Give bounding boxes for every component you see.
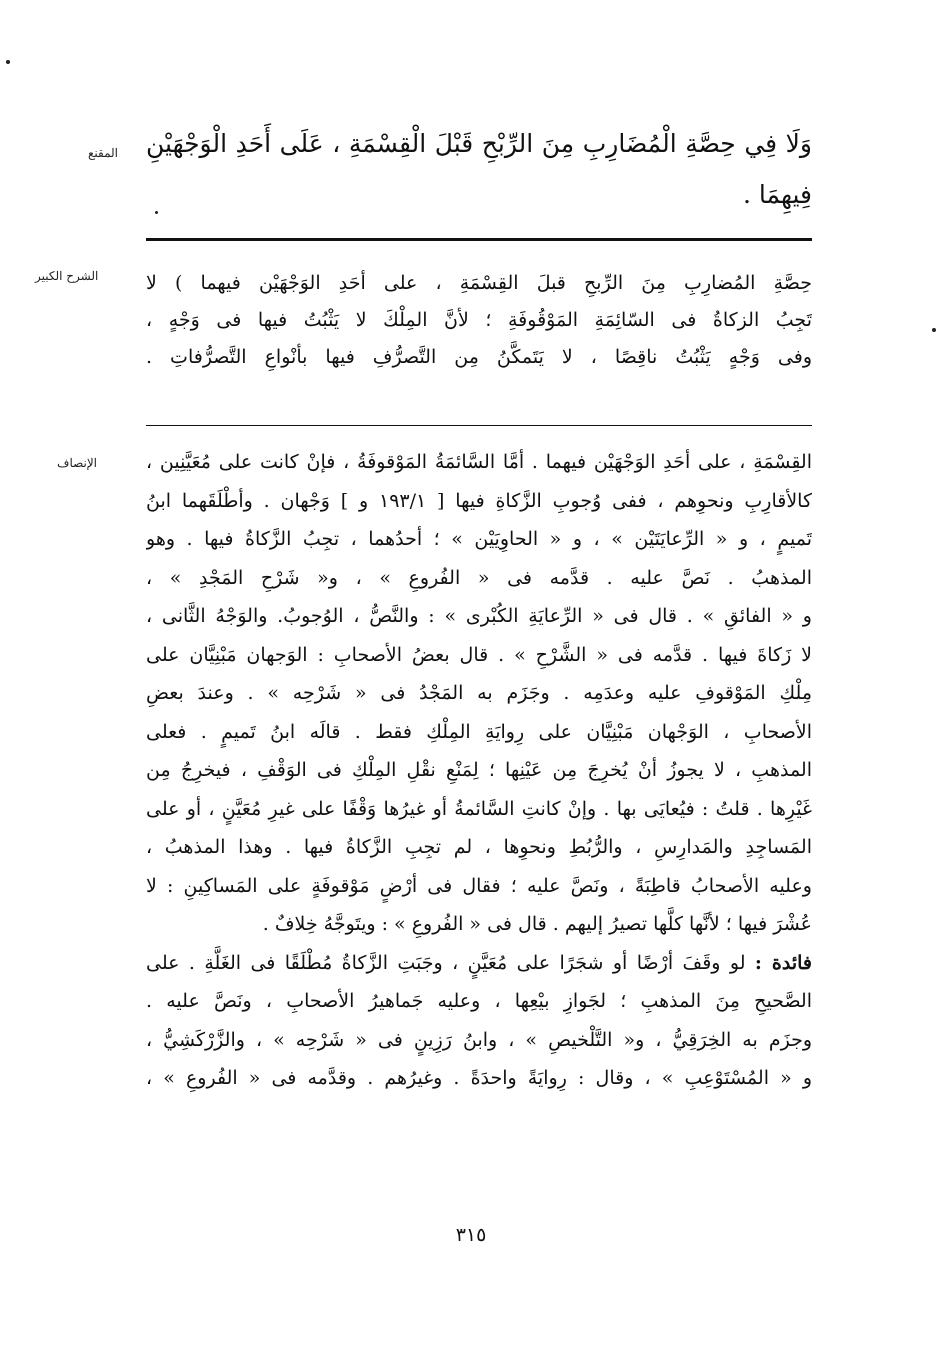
insaf-line: غَيْرِها . قلتُ : فيُعايَى بها . وإنْ كانتِ السَّائمةُ أو غيرُها وَقْفًا على غيرِ مُعَيَّنٍ ، أو على xyxy=(146,797,812,820)
insaf-line: المذهبُ . نَصَّ عليه . قدَّمه فى « الفُروعِ » ، و« شَرْحِ المَجْدِ » ، xyxy=(146,566,812,589)
insaf-line: مِلْكِ المَوْقوفِ عليه وعدَمِه . وجَزَم به المَجْدُ فى « شَرْحِه » . وعندَ بعضِ xyxy=(146,682,812,704)
scan-speck xyxy=(6,60,10,64)
sharh-line: تَجِبُ الزكاةُ فى السّائِمَةِ المَوْقُوفَةِ ؛ لأنَّ المِلْكَ لا يَثْبُتُ فيها فى وَجْهٍ ، xyxy=(146,309,812,331)
matn-line: وَلَا فِي حِصَّةِ الْمُضَارِبِ مِنَ الرِّبْحِ قَبْلَ الْقِسْمَةِ ، عَلَى أَحَدِ الْوَجْهَيْنِ xyxy=(146,129,812,158)
label-sharh-kabir: الشرح الكبير xyxy=(35,269,99,283)
page-number: ٣١٥ xyxy=(455,1224,487,1246)
section-divider-thin xyxy=(146,425,812,426)
insaf-line: و « الفائقِ » . قال فى « الرِّعايَةِ الكُبْرى » : والنَّصُّ ، الوُجوبُ. والوَجْهُ الثَّانى ، xyxy=(146,605,812,627)
scan-speck xyxy=(155,211,158,214)
scan-speck xyxy=(932,328,936,332)
faida-line xyxy=(146,944,812,983)
faida-text: لو وقَفَ أرْضًا أو شجَرًا على مُعَيَّنٍ ، وجَبَتِ الزَّكاةُ مُطْلَقًا فى الغَلَّةِ . على xyxy=(146,951,746,974)
insaf-line: كالأقارِبِ ونحوِهم ، ففى وُجوبِ الزَّكاةِ فيها [ ١٩٣/١ و ] وَجْهان . وأطْلَقَهما ابنُ xyxy=(146,489,812,512)
insaf-line: الأصحابِ ، الوَجْهان مَبْنِيَّان على رِوايَةِ المِلْكِ فقط . قالَه ابنُ تَميمٍ . فعلى xyxy=(146,720,812,743)
sharh-line: حِصَّةِ المُضارِبِ مِنَ الرِّبحِ قبلَ القِسْمَةِ ، على أحَدِ الوَجْهَيْن فيهما ) لا xyxy=(146,272,812,294)
label-muqni: المقنع xyxy=(88,146,119,160)
insaf-line: القِسْمَةِ ، على أحَدِ الوَجْهَيْن فيهما . أمَّا السَّائمَةُ المَوْقوفَةُ ، فإنْ كانت على مُعَيَّنِين ، xyxy=(146,451,812,473)
insaf-line: عُشْرَ فيها ؛ لأنَّها كلَّها تصيرُ إليهم . قال فى « الفُروعِ » : ويتَوجَّهُ خِلافٌ . xyxy=(262,913,812,935)
section-divider-thick xyxy=(146,238,812,241)
sharh-text xyxy=(146,265,812,376)
sharh-line: وفى وَجْهٍ يَثْبُتُ ناقِصًا ، لا يَتَمكَّنُ مِن التَّصرُّفِ فيها بأنْواعِ التَّصرُّفاتِ . xyxy=(146,346,812,368)
faida-line: الصَّحيحِ مِنَ المذهبِ ؛ لجَوازِ بيْعِها ، وعليه جَماهيرُ الأصحابِ ، ونَصَّ عليه . xyxy=(146,990,812,1012)
label-insaf: الإنصاف xyxy=(57,456,98,470)
insaf-line: المَساجِدِ والمَدارِسِ ، والرُّبُطِ ونحوِها ، لم تجِبِ الزَّكاةُ فيها . وهذا المذهبُ ، xyxy=(146,836,812,858)
insaf-line: لا زَكاةَ فيها . قدَّمه فى « الشَّرْحِ » . قال بعضُ الأصحابِ : الوَجهان مَبْنِيَّان على xyxy=(146,643,812,666)
matn-line: فِيهِمَا . xyxy=(743,180,812,209)
faida-heading: فائدة : xyxy=(754,951,812,974)
insaf-line: المذهبِ ، لا يجوزُ أنْ يُخرِجَ مِن عَيْنِها ؛ لِمَنْعِ نقْلِ المِلْكِ فى الوَقْفِ ، فيخرِجُ مِن xyxy=(146,759,812,781)
insaf-text xyxy=(146,443,812,1098)
insaf-line: وعليه الأصحابُ قاطِبَةً ، ونَصَّ عليه ؛ فقال فى أرْضٍ مَوْقوفَةٍ على المَساكِينِ : لا xyxy=(146,874,812,897)
insaf-line: تَميمٍ ، و « الرِّعايَتَيْن » ، و « الحاوِيَيْن » ؛ أحدُهما ، تجِبُ الزَّكاةُ فيها . وهو xyxy=(146,528,812,550)
matn-text xyxy=(146,118,812,220)
faida-line: و « المُسْتَوْعِبِ » ، وقال : رِوايَةً واحدَةً . وغيرُهم . وقدَّمه فى « الفُروعِ » ، xyxy=(146,1067,812,1089)
faida-line: وجزَم به الخِرَقِيُّ ، و« التَّلْخيصِ » ، وابنُ رَزِينٍ فى « شَرْحِه » ، والزَّرْكَشِيُّ ، xyxy=(146,1028,812,1051)
